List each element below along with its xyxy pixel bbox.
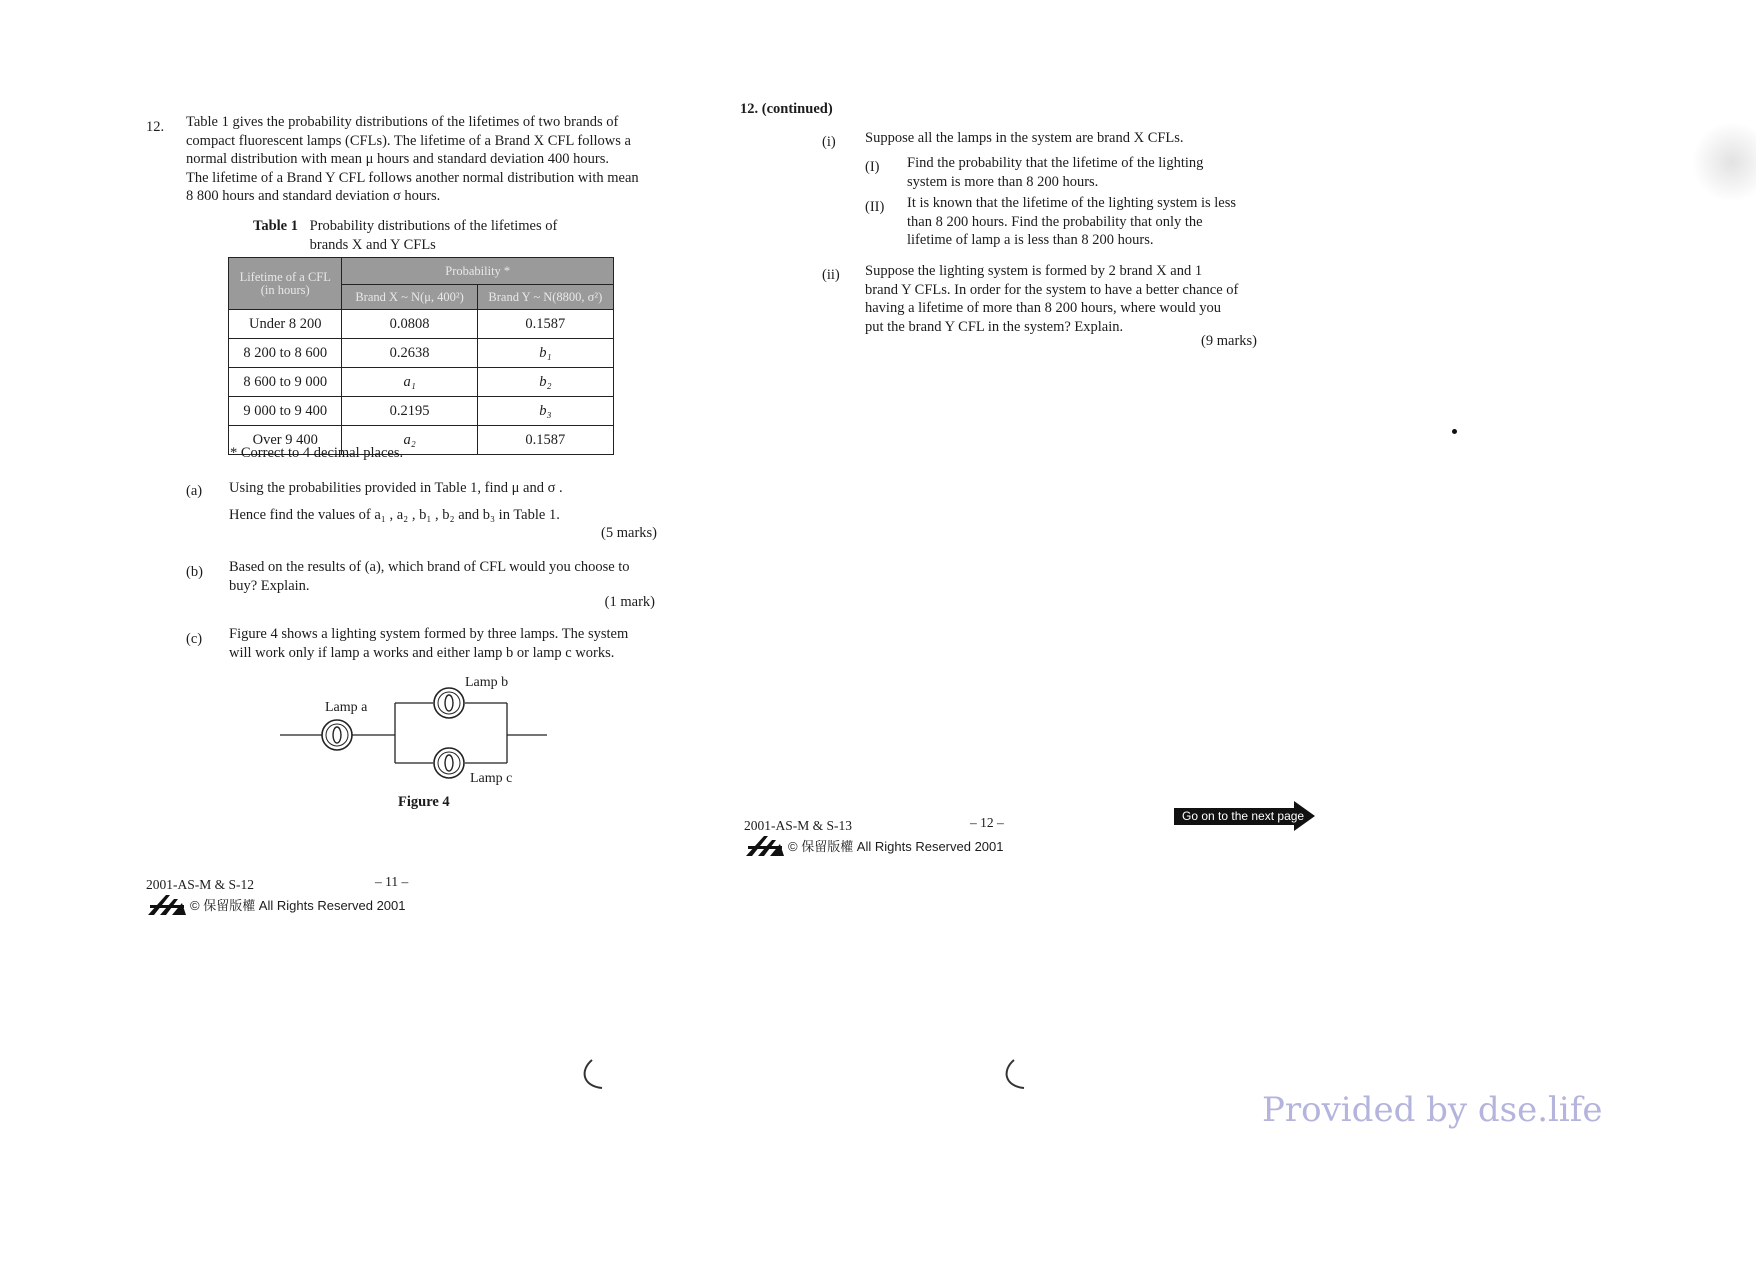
header-brand-x: Brand X ~ N(μ, 400²) [342, 285, 477, 310]
part-a-label: (a) [186, 483, 203, 499]
table-row [229, 339, 614, 368]
sub-I-line: Find the probability that the lifetime of the lighting [907, 155, 1204, 171]
lamp-c-icon [434, 748, 464, 778]
footer-code: 2001-AS-M & S-13 [744, 818, 853, 833]
part-b [229, 558, 655, 612]
cell-y: b₁ [477, 339, 613, 368]
lamp-c-label: Lamp c [470, 771, 513, 786]
lamp-a-icon [322, 720, 352, 750]
table-caption [253, 217, 557, 254]
header-lifetime: Lifetime of a CFL (in hours) [229, 258, 342, 310]
intro-line: The lifetime of a Brand Y CFL follows another normal distribution with mean [186, 169, 639, 186]
copyright: © 保留版權 All Rights Reserved 2001 [190, 898, 406, 913]
watermark: Provided by dse.life [1262, 1090, 1603, 1130]
cell-x: 0.2195 [342, 397, 477, 426]
part-ii-label: (ii) [822, 267, 840, 283]
sub-II-label: (II) [865, 199, 885, 215]
sub-II [907, 194, 1257, 250]
lamp-a-label: Lamp a [325, 700, 368, 715]
lighting-system-diagram [275, 665, 565, 795]
part-c-line: will work only if lamp a works and either lamp b or lamp c works. [229, 644, 615, 661]
intro-line: normal distribution with mean μ hours and standard deviation 400 hours. [186, 151, 609, 167]
probability-table [228, 257, 614, 455]
part-b-line: Based on the results of (a), which brand of CFL would you choose to [229, 559, 630, 575]
hkeaa-logo-icon [146, 893, 188, 917]
table-row [229, 368, 614, 397]
next-page-arrow [1174, 801, 1316, 831]
table-footnote: * Correct to 4 decimal places. [230, 445, 404, 461]
binding-mark [578, 1058, 608, 1092]
page-number: – 12 – [970, 815, 1004, 830]
cell-x: 0.2638 [342, 339, 477, 368]
figure-caption: Figure 4 [398, 794, 450, 810]
binding-mark [1000, 1058, 1030, 1092]
cell-x: a₁ [342, 368, 477, 397]
part-b-line: buy? Explain. [229, 577, 310, 594]
table-row [229, 397, 614, 426]
page-number: – 11 – [375, 874, 409, 889]
cell-range: 9 000 to 9 400 [229, 397, 342, 426]
part-ii-line: having a lifetime of more than 8 200 hours, where would you [865, 300, 1221, 316]
sub-I-label: (I) [865, 159, 880, 175]
question-number: 12. [146, 119, 165, 135]
sub-I [907, 154, 1257, 191]
table-caption-line: brands X and Y CFLs [309, 236, 436, 253]
copyright: © 保留版權 All Rights Reserved 2001 [788, 839, 1004, 854]
cell-range: Over 9 400 [229, 426, 342, 455]
part-c-line: Figure 4 shows a lighting system formed by three lamps. The system [229, 626, 629, 642]
part-i-label: (i) [822, 134, 836, 150]
part-ii [865, 262, 1257, 351]
next-page-label: Go on to the next page [1182, 809, 1305, 823]
sub-I-line: system is more than 8 200 hours. [907, 173, 1099, 190]
part-ii-line: brand Y CFLs. In order for the system to have a better chance of [865, 281, 1239, 298]
header-brand-y: Brand Y ~ N(8800, σ²) [477, 285, 613, 310]
part-ii-line: Suppose the lighting system is formed by 2 brand X and 1 [865, 263, 1203, 279]
scan-speck [1452, 429, 1457, 434]
sub-II-line: lifetime of lamp a is less than 8 200 hours. [907, 232, 1154, 248]
table-row [229, 310, 614, 339]
part-a-line: Hence find the values of a₁ , a₂ , b₁ , b₂ and b₃ in Table 1. [229, 506, 560, 523]
header-probability: Probability * [342, 258, 614, 285]
part-a [229, 479, 657, 543]
intro-line: Table 1 gives the probability distributions of the lifetimes of two brands of [186, 114, 619, 130]
question-intro [186, 113, 656, 206]
intro-line: 8 800 hours and standard deviation σ hours. [186, 188, 441, 204]
part-b-marks: (1 mark) [604, 594, 655, 610]
sub-II-line: It is known that the lifetime of the lighting system is less [907, 195, 1237, 211]
part-c-label: (c) [186, 631, 203, 647]
part-a-line: Using the probabilities provided in Table 1, find μ and σ . [229, 480, 563, 496]
part-c [229, 625, 657, 662]
part-ii-line: put the brand Y CFL in the system? Explain. [865, 318, 1124, 335]
footer-code: 2001-AS-M & S-12 [146, 877, 255, 892]
cell-y: b₂ [477, 368, 613, 397]
continued-heading: 12. (continued) [740, 101, 833, 117]
cell-y: b₃ [477, 397, 613, 426]
part-a-marks: (5 marks) [601, 525, 657, 541]
part-i-stem: Suppose all the lamps in the system are brand X CFLs. [865, 130, 1184, 146]
part-b-label: (b) [186, 564, 203, 580]
intro-line: compact fluorescent lamps (CFLs). The lifetime of a Brand X CFL follows a [186, 132, 631, 149]
table-caption-line: Probability distributions of the lifetimes of [309, 218, 558, 234]
hkeaa-logo-icon [744, 834, 786, 858]
cell-x: a₂ [342, 426, 477, 455]
part-ii-marks: (9 marks) [1201, 333, 1257, 349]
cell-x: 0.0808 [342, 310, 477, 339]
cell-range: Under 8 200 [229, 310, 342, 339]
cell-y: 0.1587 [477, 310, 613, 339]
lamp-b-icon [434, 688, 464, 718]
lamp-b-label: Lamp b [465, 675, 509, 690]
cell-range: 8 600 to 9 000 [229, 368, 342, 397]
sub-II-line: than 8 200 hours. Find the probability that only the [907, 213, 1203, 230]
cell-y: 0.1587 [477, 426, 613, 455]
scan-shadow [1636, 50, 1756, 1170]
table-caption-label: Table 1 [253, 218, 298, 234]
cell-range: 8 200 to 8 600 [229, 339, 342, 368]
